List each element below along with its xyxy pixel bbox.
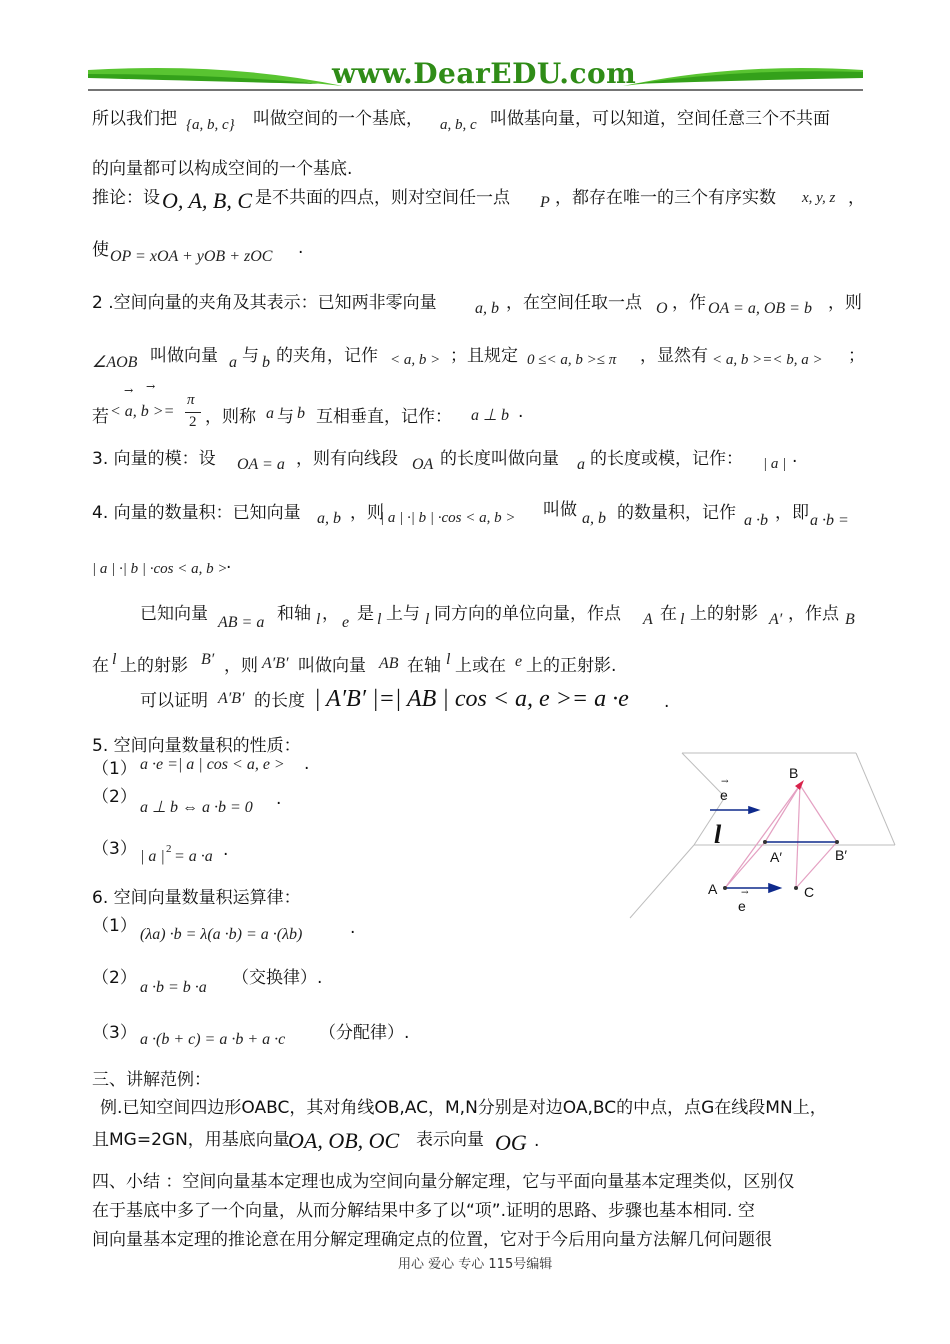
math-l11b: AB = a (218, 614, 265, 631)
text-l13c: 的长度 (254, 691, 305, 711)
text-l05g: ，则 (828, 293, 862, 313)
text-l13e: . (664, 692, 670, 712)
math-l24b: OA, OB, OC (288, 1128, 400, 1153)
math-l03b: O, A, B, C (162, 188, 253, 213)
text-l08g: 的长度或模，记作： (590, 449, 743, 469)
math-l08b: OA = a (237, 456, 285, 473)
site-logo-text: www.DearEDU.com (332, 57, 637, 90)
text-l12g: 叫做向量 (298, 656, 366, 676)
math-l13b: A′B′ (218, 690, 245, 707)
math-l15b: a ·e =| a | cos < a, e > (140, 756, 285, 773)
text-l07g: 与 (277, 407, 294, 427)
text-l25: 四、小结 ：空间向量基本定理也成为空间向量分解定理，它与平面向量基本定理类似，区别仅 (92, 1172, 795, 1192)
text-l07e: ，则称 (205, 407, 256, 427)
text-l06d: 与 (242, 346, 259, 366)
figure-label-C: C (804, 884, 815, 900)
page-footer: 用心 爱心 专心 115号编辑 (398, 1257, 553, 1272)
text-l18: 6. 空间向量数量积运算律： (92, 888, 301, 908)
figure-label-B: B (789, 765, 799, 781)
text-l09i: ，即 (775, 503, 809, 523)
math-l24d: OG (495, 1130, 527, 1155)
figure-label-l: l (714, 820, 722, 849)
text-l16a: （2） (92, 787, 137, 807)
math-l11f: e (342, 614, 350, 631)
text-l22: 三、讲解范例： (92, 1070, 211, 1090)
math-l20b: a ·b = b ·a (140, 979, 207, 996)
text-l19c: . (350, 918, 356, 938)
text-l12e: ，则 (224, 656, 258, 676)
math-l19b: (λa) ·b = λ(a ·b) = a ·(λb) (140, 926, 303, 943)
text-l15c: . (304, 754, 310, 774)
math-l06a: ∠AOB (92, 354, 138, 371)
figure-label-A: A (708, 881, 718, 897)
math-l12b: l (112, 651, 117, 668)
text-l06b: 叫做向量 (150, 346, 218, 366)
text-l11o: 上的射影 (690, 604, 758, 624)
math-l11n: l (680, 611, 685, 628)
text-l02: 的向量都可以构成空间的一个基底. (92, 159, 353, 179)
math-l09h: a ·b (744, 512, 768, 529)
text-l24c: 表示向量 (416, 1130, 484, 1150)
math-l11r: B (845, 611, 855, 628)
math-l13d: | A′B′ |=| AB | cos < a, e >= a ·e (314, 686, 629, 712)
math-l06c: a (229, 354, 237, 371)
header-banner (88, 57, 863, 102)
math-l05d: O (656, 300, 668, 317)
projection-figure (620, 750, 900, 925)
figure-label-A-prime: A′ (770, 849, 782, 865)
fraction-bar (185, 412, 201, 413)
text-l09c: ，则 (350, 503, 384, 523)
math-l05b: a, b (475, 300, 499, 317)
text-l08c: ，则有向线段 (296, 449, 398, 469)
text-l03c: 是不共面的四点，则对空间任一点 (255, 188, 510, 208)
text-l07i: 互相垂直，记作： (316, 407, 452, 427)
math-l08d: OA (412, 456, 434, 473)
vector-arrow-a: → (124, 384, 134, 397)
text-l04c: . (298, 238, 304, 258)
text-l11c: 和轴 (277, 604, 311, 624)
text-l08i: . (792, 447, 798, 467)
text-l21c: （分配律）. (319, 1023, 410, 1043)
math-l01b: {a, b, c} (186, 117, 235, 133)
text-l12k: 上或在 (455, 656, 506, 676)
text-l01e: 叫做基向量，可以知道，空间任意三个不共面 (490, 109, 830, 129)
math-l06g: < a, b > (390, 352, 441, 368)
text-l05e: ，作 (672, 293, 706, 313)
text-l19a: （1） (92, 916, 137, 936)
text-l03e: ，都存在唯一的三个有序实数 (555, 188, 776, 208)
text-l20c: （交换律）. (232, 968, 323, 988)
figure-label-e-top: e (720, 787, 728, 803)
text-l06h: ；且规定 (450, 346, 518, 366)
math-l06i: 0 ≤< a, b >≤ π (527, 352, 617, 368)
text-l11e: ， (322, 604, 339, 624)
text-l06j: ，显然有 (640, 346, 708, 366)
text-l03g: ， (848, 188, 865, 208)
math-l01d: a, b, c (440, 117, 477, 133)
math-l03d: P (540, 194, 550, 211)
text-l04a: 使 (92, 240, 109, 260)
math-l07b: < a, b >= (110, 403, 175, 420)
math-l08f: a (577, 456, 585, 473)
text-l11m: 在 (660, 604, 677, 624)
math-l04b: OP = xOA + yOB + zOC (110, 248, 273, 265)
text-l01c: 叫做空间的一个基底， (253, 109, 423, 129)
text-l11k: 同方向的单位向量，作点 (434, 604, 621, 624)
text-l17a: （3） (92, 839, 137, 859)
text-l09e: 叫做 (543, 500, 577, 520)
math-l12f: A′B′ (262, 655, 289, 672)
math-l12d: B′ (201, 651, 215, 668)
text-l08e: 的长度叫做向量 (440, 449, 559, 469)
math-l11l: A (643, 611, 653, 628)
math-l09b: a, b (317, 510, 341, 527)
math-l12h: AB (379, 655, 399, 672)
text-l24e: . (534, 1131, 540, 1151)
text-l13a: 可以证明 (140, 691, 208, 711)
text-l12a: 在 (92, 656, 109, 676)
text-l11q: ，作点 (788, 604, 839, 624)
math-l16b: a ⊥ b ⇔ a ·b = 0 (140, 799, 253, 816)
text-l06l: ； (848, 346, 865, 366)
text-l06f: 的夹角，记作 (276, 346, 378, 366)
text-l11a: 已知向量 (140, 604, 208, 624)
figure-label-e-bottom: e (738, 898, 746, 914)
text-l12i: 在轴 (407, 656, 441, 676)
projection-diagram (620, 750, 900, 925)
text-l12m: 上的正射影. (526, 656, 617, 676)
math-l17b: | a | (140, 848, 165, 865)
math-l07c: π (187, 392, 195, 408)
text-l10b: . (226, 553, 232, 573)
figure-arrow-e-bottom: → (741, 888, 749, 898)
text-l15a: （1） (92, 759, 137, 779)
math-l07f: a (266, 405, 274, 422)
math-l11j: l (425, 611, 430, 628)
math-l11p: A′ (769, 611, 783, 628)
math-l11h: l (377, 611, 382, 628)
math-l12j: l (446, 651, 451, 668)
math-l21b: a ·(b + c) = a ·b + a ·c (140, 1031, 286, 1048)
text-l24a: 且MG=2GN，用基底向量 (92, 1130, 290, 1150)
math-l05f: OA = a, OB = b (708, 300, 812, 317)
text-l17e: . (223, 840, 229, 860)
math-l03f: x, y, z (802, 190, 836, 206)
text-l20a: （2） (92, 968, 137, 988)
text-l23: 例.已知空间四边形OABC，其对角线OB,AC，M,N分别是对边OA,BC的中点，点G在线段MN上， (100, 1098, 827, 1118)
figure-arrow-e-top: → (721, 777, 729, 787)
math-l12l: e (515, 653, 523, 670)
text-l21a: （3） (92, 1023, 137, 1043)
math-l07j: a ⊥ b (471, 407, 509, 424)
text-l05c: ，在空间任取一点 (506, 293, 642, 313)
figure-label-B-prime: B′ (835, 847, 847, 863)
math-l11d: l (316, 611, 321, 628)
text-l08a: 3. 向量的模：设 (92, 449, 216, 469)
math-l06k: < a, b >=< b, a > (712, 352, 823, 368)
text-l12c: 上的射影 (120, 656, 188, 676)
text-l09g: 的数量积，记作 (617, 503, 736, 523)
text-l27: 间向量基本定理的推论意在用分解定理确定点的位置，它对于今后用向量方法解几何问题很 (92, 1230, 772, 1250)
math-l17d: = a ·a (174, 848, 213, 865)
text-l05a: 2 .空间向量的夹角及其表示：已知两非零向量 (92, 293, 437, 313)
text-l01a: 所以我们把 (92, 109, 177, 129)
vector-arrow-b: → (146, 380, 156, 393)
text-l11i: 上与 (386, 604, 420, 624)
text-l07a: 若 (92, 407, 109, 427)
math-l09j: a ·b = (810, 512, 849, 529)
math-l10a: | a | ·| b | ·cos < a, b > (92, 561, 228, 577)
math-l06e: b (262, 354, 270, 371)
math-l17c: 2 (166, 843, 172, 855)
math-l08h: | a | (763, 456, 787, 472)
text-l03a: 推论：设 (92, 188, 160, 208)
text-l16c: . (276, 789, 282, 809)
text-l14: 5. 空间向量数量积的性质： (92, 736, 301, 756)
math-l09d: | a | ·| b | ·cos < a, b > (380, 510, 516, 526)
math-l07d: 2 (189, 414, 197, 430)
math-l09f: a, b (582, 510, 606, 527)
text-l11g: 是 (357, 604, 374, 624)
text-l26: 在于基底中多了一个向量，从而分解结果中多了以“项”.证明的思路、步骤也基本相同. 空 (92, 1201, 755, 1221)
text-l09a: 4. 向量的数量积：已知向量 (92, 503, 301, 523)
text-l07k: . (518, 402, 524, 422)
math-l07h: b (297, 405, 305, 422)
